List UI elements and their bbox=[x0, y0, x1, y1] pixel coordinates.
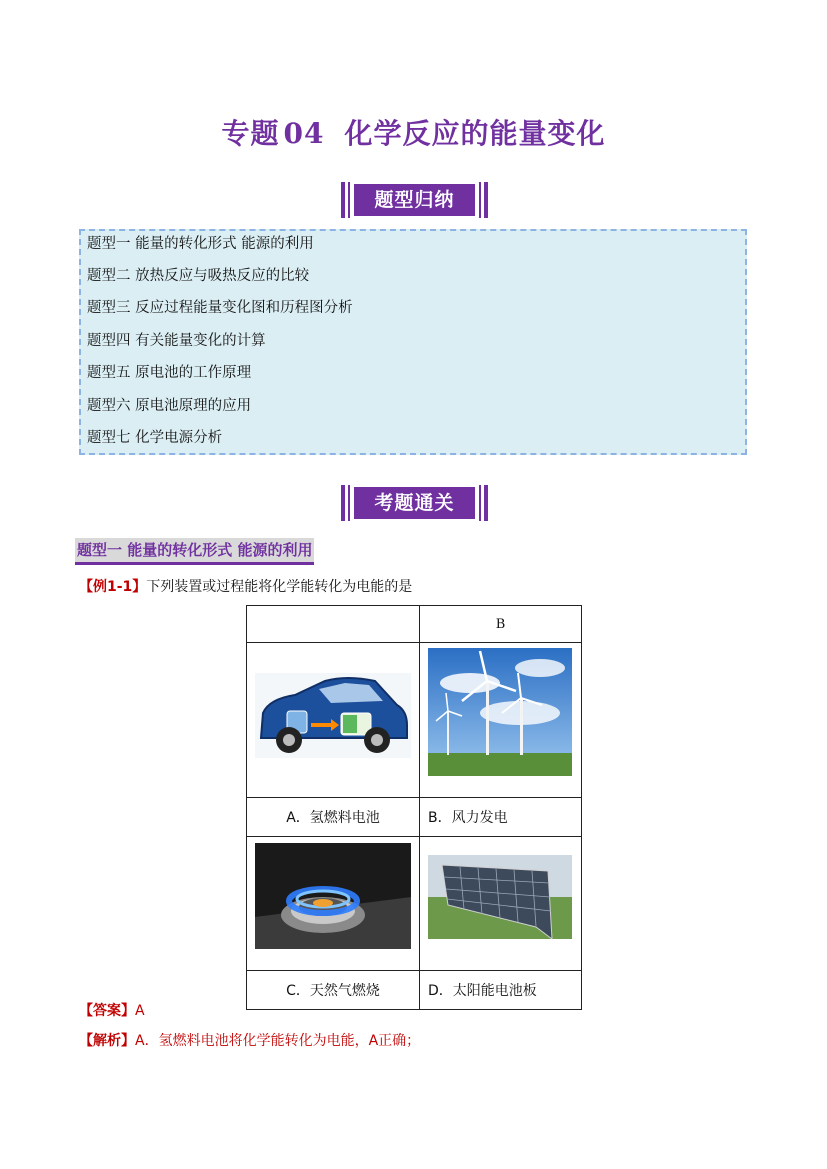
example-text: 下列装置或过程能将化学能转化为电能的是 bbox=[146, 579, 413, 595]
banner-bar-left-thin bbox=[348, 182, 350, 218]
page-title bbox=[0, 112, 827, 152]
summary-item: 题型一 能量的转化形式 能源的利用 bbox=[87, 236, 314, 252]
option-a-image-cell bbox=[247, 643, 420, 798]
option-d-label: D．太阳能电池板 bbox=[420, 971, 582, 1010]
title-number: 04 bbox=[283, 117, 325, 150]
option-c-image-cell bbox=[247, 837, 420, 971]
banner-bar-left bbox=[341, 485, 345, 521]
wind-turbines-image bbox=[420, 643, 581, 793]
banner-bar-right bbox=[484, 485, 488, 521]
banner-bar-left bbox=[341, 182, 345, 218]
analysis-text: A．氢燃料电池将化学能转化为电能，A正确； bbox=[135, 1033, 421, 1049]
answer-line bbox=[79, 1000, 145, 1020]
summary-banner bbox=[341, 182, 488, 218]
title-main: 化学反应的能量变化 bbox=[344, 117, 606, 150]
practice-banner-label: 考题通关 bbox=[354, 487, 475, 519]
topic-summary-box bbox=[79, 229, 747, 455]
option-a-label: A．氢燃料电池 bbox=[247, 798, 420, 837]
section-heading: 题型一 能量的转化形式 能源的利用 bbox=[75, 538, 314, 565]
summary-item: 题型四 有关能量变化的计算 bbox=[87, 333, 266, 349]
example-question bbox=[79, 576, 412, 596]
banner-bar-right-thin bbox=[479, 182, 481, 218]
summary-item: 题型六 原电池原理的应用 bbox=[87, 398, 252, 414]
solar-panel-image bbox=[420, 837, 581, 966]
banner-bar-left-thin bbox=[348, 485, 350, 521]
banner-bar-right-thin bbox=[479, 485, 481, 521]
table-header-a bbox=[247, 606, 420, 643]
title-prefix: 专题 bbox=[221, 117, 280, 150]
options-table bbox=[246, 605, 582, 1010]
hydrogen-car-image bbox=[247, 643, 419, 793]
summary-item: 题型三 反应过程能量变化图和历程图分析 bbox=[87, 300, 353, 316]
summary-item: 题型二 放热反应与吸热反应的比较 bbox=[87, 268, 310, 284]
summary-item: 题型五 原电池的工作原理 bbox=[87, 365, 252, 381]
table-header-b: B bbox=[420, 606, 582, 643]
option-b-image-cell bbox=[420, 643, 582, 798]
practice-banner bbox=[341, 485, 488, 521]
option-d-image-cell bbox=[420, 837, 582, 971]
banner-bar-right bbox=[484, 182, 488, 218]
summary-banner-label: 题型归纳 bbox=[354, 184, 475, 216]
option-c-label: C．天然气燃烧 bbox=[247, 971, 420, 1010]
answer-tag: 【答案】 bbox=[79, 1003, 135, 1019]
answer-value: A bbox=[135, 1003, 145, 1019]
gas-burner-image bbox=[247, 837, 419, 966]
analysis-tag: 【解析】 bbox=[79, 1033, 135, 1049]
analysis-line bbox=[79, 1030, 420, 1050]
option-b-label: B．风力发电 bbox=[420, 798, 582, 837]
example-tag: 【例1-1】 bbox=[79, 579, 147, 595]
summary-item: 题型七 化学电源分析 bbox=[87, 430, 223, 446]
